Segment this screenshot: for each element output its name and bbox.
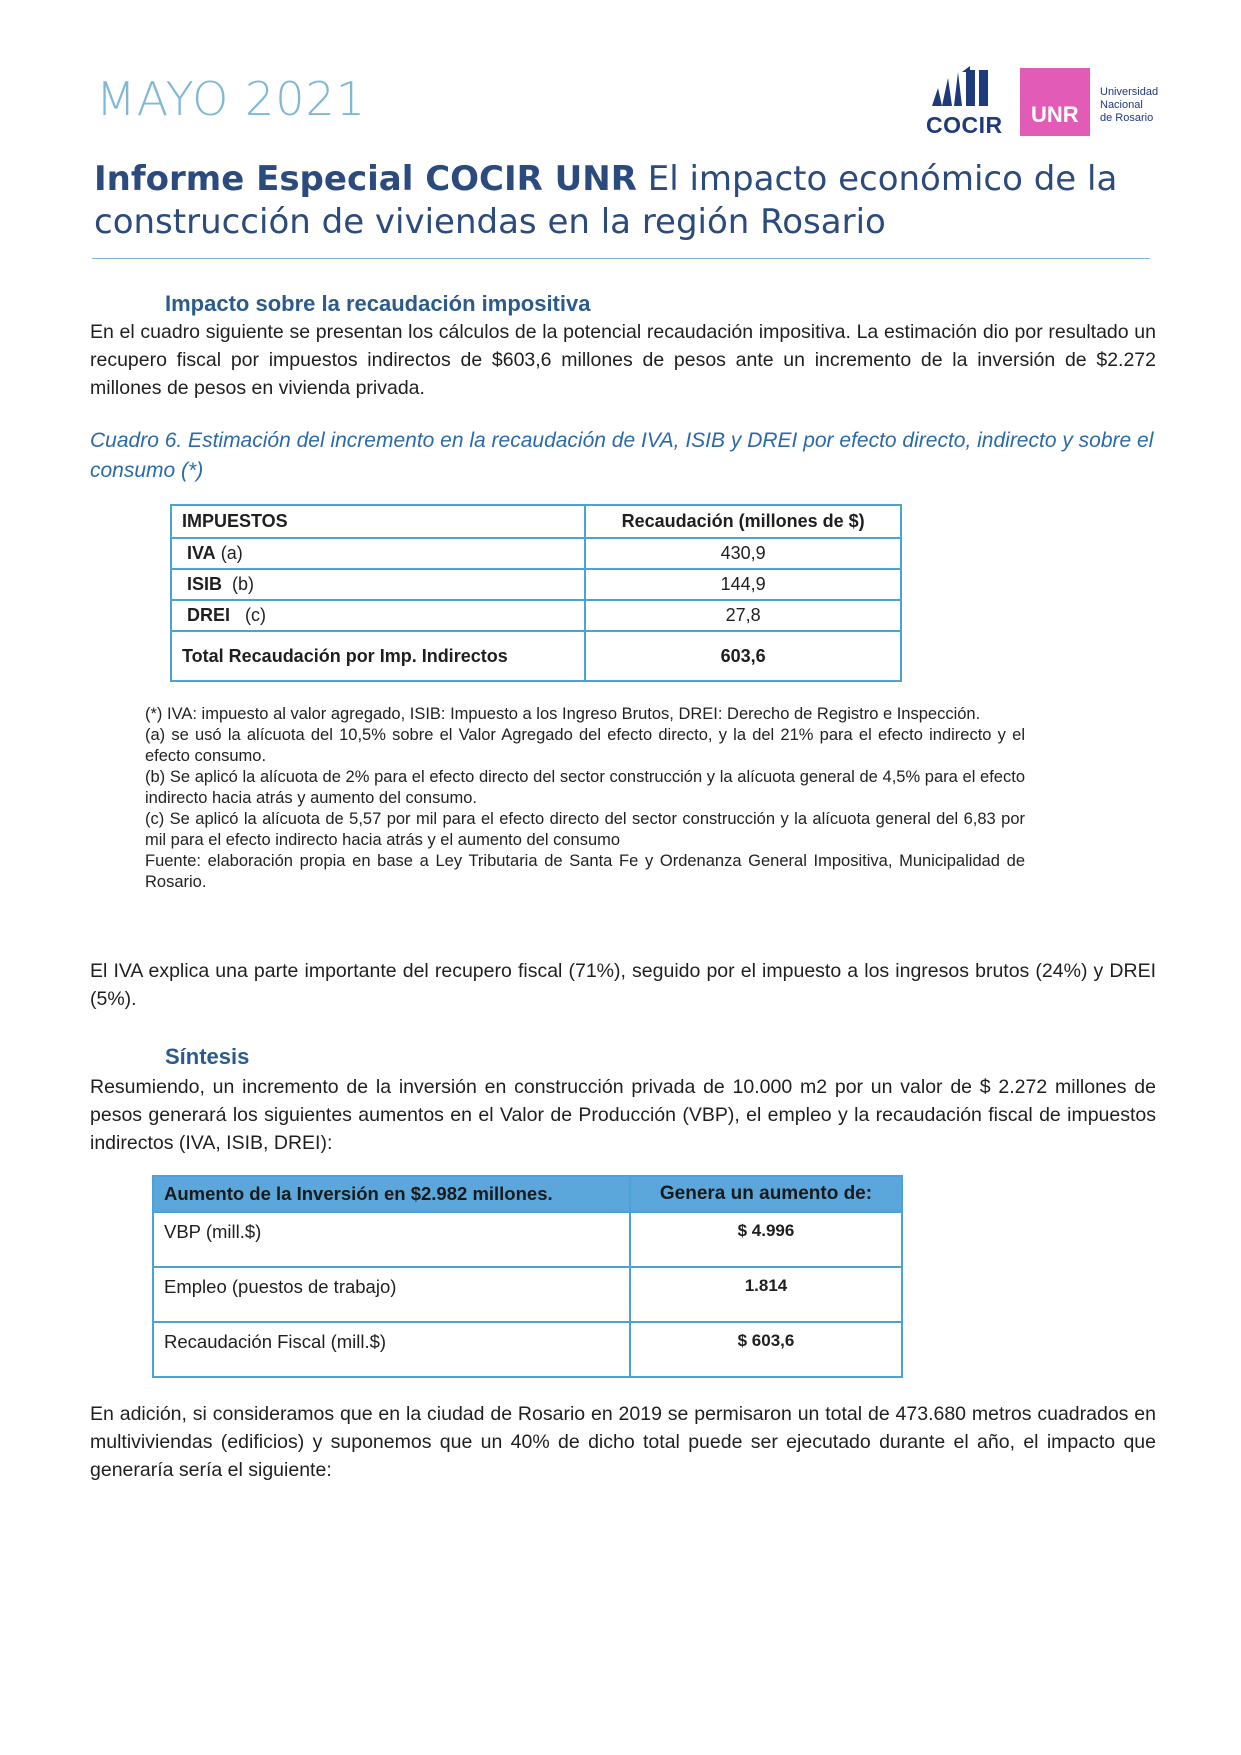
- unr-name-line: de Rosario: [1100, 112, 1154, 124]
- summary-value: 1.814: [630, 1267, 902, 1322]
- section1-paragraph: En el cuadro siguiente se presentan los cálculos de la potencial recaudación impositiva. La estimación dio por resultado un recupero fiscal por impuestos indirectos de $603,6 millones de pesos ante un incremento de la inversión de $2.272 millones de pesos en vivienda privada.: [90, 321, 1156, 399]
- section2-paragraph: Resumiendo, un incremento de la inversión en construcción privada de 10.000 m2 por un valor de $ 2.272 millones de pesos generará los siguientes aumentos en el Valor de Producción (VBP), el empleo y la recaudación fiscal de impuestos indirectos (IVA, ISIB, DREI):: [90, 1076, 1156, 1154]
- summary-header-cell: Aumento de la Inversión en $2.982 millones.: [153, 1176, 630, 1212]
- unr-logo-text: UNR: [1031, 102, 1079, 127]
- summary-table: [152, 1175, 903, 1378]
- note-item: Fuente: elaboración propia en base a Ley Tributaria de Santa Fe y Ordenanza General Impositiva, Municipalidad de Rosario.: [145, 852, 1025, 891]
- table-total-row: [171, 631, 901, 681]
- unr-logo: [1020, 68, 1090, 136]
- note-item: (c) Se aplicó la alícuota de 5,57 por mil para el efecto directo del sector construcción y la alícuota general del 6,83 por mil para el efecto indirecto hacia atrás y el aumento del consumo: [145, 810, 1025, 849]
- summary-header-row: [153, 1176, 902, 1212]
- summary-value: $ 603,6: [630, 1322, 902, 1377]
- tax-name: DREI: [187, 605, 231, 625]
- header-logos: [924, 66, 1174, 138]
- iva-paragraph: El IVA explica una parte importante del recupero fiscal (71%), seguido por el impuesto a los ingresos brutos (24%) y DREI (5%).: [90, 960, 1156, 1010]
- table-row: [153, 1267, 902, 1322]
- tax-label: [171, 600, 585, 631]
- summary-label: VBP (mill.$): [153, 1212, 630, 1267]
- tax-value: 430,9: [585, 538, 901, 569]
- table-row: [153, 1322, 902, 1377]
- header-divider: [92, 258, 1150, 259]
- table-row: [171, 538, 901, 569]
- unr-name: [1100, 86, 1158, 125]
- table-row: [171, 600, 901, 631]
- summary-header-cell: Genera un aumento de:: [630, 1176, 902, 1212]
- table-notes: [145, 704, 1025, 893]
- addition-paragraph: En adición, si consideramos que en la ciudad de Rosario en 2019 se permisaron un total de 473.680 metros cuadrados en multiviviendas (edificios) y suponemos que un 40% de dicho total puede ser ejecutado durante el año, el impacto que generaría sería el siguiente:: [90, 1403, 1156, 1481]
- tax-name: IVA: [187, 543, 216, 563]
- summary-value: $ 4.996: [630, 1212, 902, 1267]
- tax-table: [170, 504, 902, 682]
- summary-label: Recaudación Fiscal (mill.$): [153, 1322, 630, 1377]
- section-heading-recaudacion: Impacto sobre la recaudación impositiva: [165, 291, 591, 316]
- tax-value: 144,9: [585, 569, 901, 600]
- report-title-rest: El impacto económico de la construcción de viviendas en la región Rosario: [94, 159, 1118, 242]
- tax-value: 27,8: [585, 600, 901, 631]
- summary-label: Empleo (puestos de trabajo): [153, 1267, 630, 1322]
- tax-note: (c): [245, 605, 267, 625]
- note-item: (b) Se aplicó la alícuota de 2% para el efecto directo del sector construcción y la alícuota general de 4,5% para el efecto indirecto hacia atrás y aumento del consumo.: [145, 768, 1025, 807]
- tax-note: (b): [232, 574, 255, 594]
- cocir-logo-text: COCIR: [926, 112, 1003, 138]
- unr-name-line: Nacional: [1100, 99, 1143, 111]
- table-row: [171, 569, 901, 600]
- unr-name-line: Universidad: [1100, 86, 1159, 98]
- tax-name: ISIB: [187, 574, 223, 594]
- section-heading-sintesis: Síntesis: [165, 1044, 250, 1069]
- note-item: (*) IVA: impuesto al valor agregado, ISIB: Impuesto a los Ingreso Brutos, DREI: Derecho de Registro e Inspección.: [145, 705, 981, 723]
- report-title: [94, 158, 1154, 244]
- table-header-cell: Recaudación (millones de $): [585, 505, 901, 538]
- report-month: MAYO 2021: [96, 72, 367, 126]
- tax-label: [171, 569, 585, 600]
- total-label: Total Recaudación por Imp. Indirectos: [171, 631, 585, 681]
- note-item: (a) se usó la alícuota del 10,5% sobre el Valor Agregado del efecto directo, y la del 21% para el efecto indirecto y el efecto consumo.: [145, 726, 1025, 765]
- table-caption: Cuadro 6. Estimación del incremento en la recaudación de IVA, ISIB y DREI por efecto directo, indirecto y sobre el consumo (*): [90, 429, 1154, 482]
- tax-note: (a): [220, 543, 243, 563]
- total-value: 603,6: [585, 631, 901, 681]
- table-header-row: [171, 505, 901, 538]
- table-row: [153, 1212, 902, 1267]
- table-header-cell: IMPUESTOS: [171, 505, 585, 538]
- report-title-bold: Informe Especial COCIR UNR: [94, 159, 637, 199]
- tax-label: [171, 538, 585, 569]
